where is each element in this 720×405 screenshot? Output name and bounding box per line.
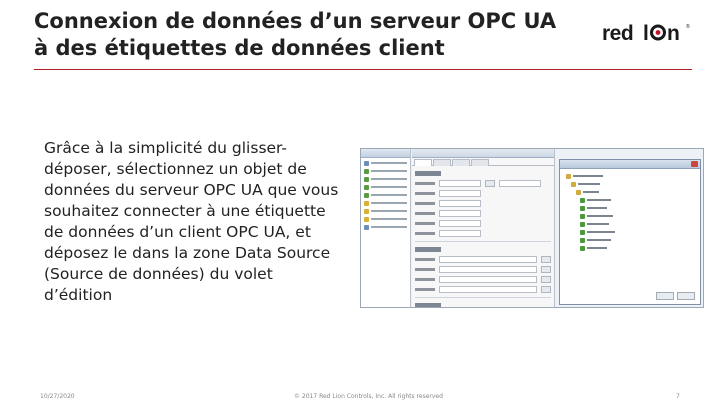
ok-button bbox=[656, 292, 674, 300]
slide-title-line-1: Connexion de données d’un serveur OPC UA bbox=[34, 9, 557, 33]
editing-pane-header bbox=[412, 149, 554, 158]
editing-pane bbox=[412, 149, 555, 307]
slide-body-text: Grâce à la simplicité du glisser-déposer, sélectionnez un objet de données du serveur OPC UA que vous souhaitez connecter à une étiquette de données d’un client OPC UA, et déposez le dans la zone Data Source (Source de données) du volet d’édition bbox=[44, 139, 339, 304]
footer-copyright: © 2017 Red Lion Controls, Inc. All rights reserved bbox=[294, 393, 443, 400]
data-selection-dialog bbox=[559, 159, 701, 305]
svg-text:red: red bbox=[602, 22, 634, 45]
navigation-pane-header bbox=[361, 149, 410, 158]
close-icon bbox=[691, 161, 698, 167]
software-window-screenshot bbox=[360, 148, 704, 308]
opc-ua-data-tree bbox=[560, 169, 700, 257]
data-source-field bbox=[415, 179, 551, 187]
slide-title bbox=[34, 8, 574, 62]
title-divider bbox=[34, 69, 692, 70]
svg-text:l: l bbox=[643, 22, 649, 45]
slide-title-line-2: à des étiquettes de données client bbox=[34, 36, 445, 60]
red-lion-logo bbox=[602, 20, 694, 46]
svg-text:®: ® bbox=[686, 24, 690, 30]
svg-text:n: n bbox=[667, 22, 680, 45]
cancel-button bbox=[677, 292, 695, 300]
navigation-pane bbox=[361, 149, 411, 307]
slide-number: 7 bbox=[676, 393, 680, 400]
footer-date: 10/27/2020 bbox=[40, 393, 75, 400]
